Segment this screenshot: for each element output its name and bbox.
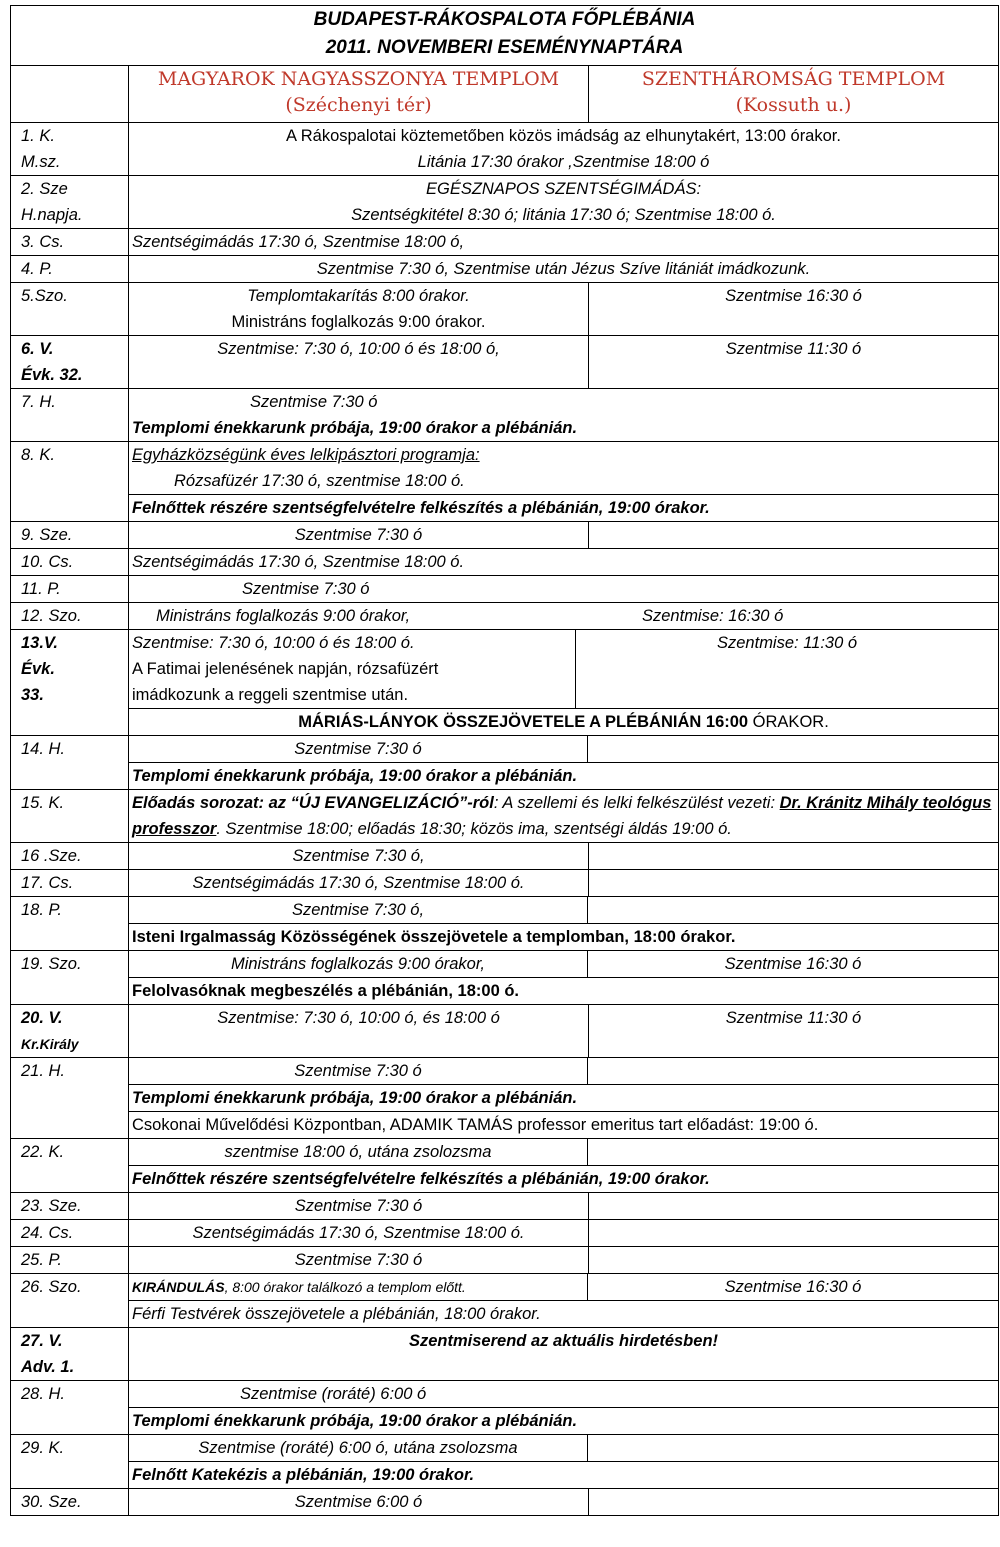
event-text: Csokonai Művelődési Központban, ADAMIK TAMÁS professor emeritus tart előadást: 19:00 ó. xyxy=(132,1116,819,1134)
event-text: Szentmiserend az aktuális hirdetésben! xyxy=(409,1332,719,1350)
day-row-14 xyxy=(11,736,999,790)
day-row-22 xyxy=(11,1139,999,1193)
day-label: 26. Szo. xyxy=(21,1278,82,1296)
day-label: 14. H. xyxy=(21,740,66,758)
day-label: 2. Sze xyxy=(21,180,68,198)
event-text: Templomtakarítás 8:00 órakor. xyxy=(247,287,470,305)
event-text: Szentmise 7:30 ó xyxy=(294,526,423,544)
event-text: ÓRAKOR. xyxy=(748,713,829,731)
day-row-29 xyxy=(11,1435,999,1489)
event-text: Rózsafüzér 17:30 ó, szentmise 18:00 ó. xyxy=(174,472,465,490)
day-label: 22. K. xyxy=(21,1143,65,1161)
day-row-18 xyxy=(11,897,999,951)
event-text: Szentmise 7:30 ó xyxy=(294,1062,422,1080)
day-note: 33. xyxy=(21,686,44,704)
day-label: 23. Sze. xyxy=(21,1197,82,1215)
event-text: Ministráns foglalkozás 9:00 órakor, xyxy=(230,955,486,973)
event-text: Felnőttek részére szentségfelvételre felkészítés a plébánián, 19:00 órakor. xyxy=(132,499,710,517)
day-row-30 xyxy=(11,1489,999,1516)
day-row-27 xyxy=(11,1328,999,1381)
day-label: 9. Sze. xyxy=(21,526,73,544)
day-label: 5.Szo. xyxy=(21,287,68,305)
event-text: Szentségimádás 17:30 ó, Szentmise 18:00 ó. xyxy=(132,553,465,571)
church-b-header xyxy=(589,66,999,123)
title-line-2: 2011. NOVEMBERI ESEMÉNYNAPTÁRA xyxy=(325,37,684,58)
day-row-5 xyxy=(11,283,999,336)
event-text: Felnőttek részére szentségfelvételre felkészítés a plébánián, 19:00 órakor. xyxy=(132,1170,710,1188)
day-note: Évk. xyxy=(21,660,55,678)
event-text: Templomi énekkarunk próbája, 19:00 órakor a plébánián. xyxy=(132,419,578,437)
day-row-3 xyxy=(11,229,999,256)
day-label: 11. P. xyxy=(21,580,61,598)
event-text: Ministráns foglalkozás 9:00 órakor, xyxy=(156,607,411,625)
event-text: Templomi énekkarunk próbája, 19:00 órakor a plébánián. xyxy=(132,1412,578,1430)
header-empty-cell xyxy=(11,66,129,123)
event-text: Litánia 17:30 órakor ,Szentmise 18:00 ó xyxy=(417,153,710,171)
day-row-15 xyxy=(11,790,999,843)
day-row-7 xyxy=(11,389,999,442)
day-label: 8. K. xyxy=(21,446,55,464)
day-label: 4. P. xyxy=(21,260,53,278)
event-text: Szentmise 11:30 ó xyxy=(725,1009,862,1027)
day-label: 18. P. xyxy=(21,901,62,919)
church-a-place: (Széchenyi tér) xyxy=(285,94,432,116)
event-text: Szentségimádás 17:30 ó, Szentmise 18:00 ó, xyxy=(132,233,465,251)
day-label: 15. K. xyxy=(21,794,65,812)
event-text: Felnőtt Katekézis a plébánián, 19:00 órakor. xyxy=(132,1466,475,1484)
day-row-23 xyxy=(11,1193,999,1220)
day-row-4 xyxy=(11,256,999,283)
day-label: 30. Sze. xyxy=(21,1493,82,1511)
day-row-24 xyxy=(11,1220,999,1247)
event-text: Templomi énekkarunk próbája, 19:00 órakor a plébánián. xyxy=(132,1089,578,1107)
day-label: 10. Cs. xyxy=(21,553,74,571)
day-row-17 xyxy=(11,870,999,897)
event-text: Szentmise 7:30 ó xyxy=(294,1197,423,1215)
day-label: 27. V. xyxy=(21,1332,63,1350)
event-text: Szentmise (roráté) 6:00 ó xyxy=(240,1385,427,1403)
event-text: Szentmise 11:30 ó xyxy=(725,340,862,358)
event-text: Szentmise 7:30 ó, Szentmise után Jézus Szíve litániát imádkozunk. xyxy=(316,260,811,278)
day-label: 28. H. xyxy=(21,1385,66,1403)
event-text: Szentmise 7:30 ó xyxy=(250,393,378,411)
day-row-19 xyxy=(11,951,999,1005)
day-label: 29. K. xyxy=(21,1439,65,1457)
day-label: 25. P. xyxy=(21,1251,62,1269)
event-text: A Rákospalotai köztemetőben közös imádság az elhunytakért, 13:00 órakor. xyxy=(286,127,841,145)
day-row-1 xyxy=(11,123,999,176)
day-row-26 xyxy=(11,1274,999,1328)
day-row-16 xyxy=(11,843,999,870)
lecture-series-text xyxy=(132,790,995,842)
day-note: Kr.Király xyxy=(21,1036,79,1052)
day-label: 7. H. xyxy=(21,393,56,411)
day-label: 24. Cs. xyxy=(21,1224,74,1242)
event-text: Szentmise: 16:30 ó xyxy=(642,607,784,625)
day-note: H.napja. xyxy=(21,206,83,224)
day-row-8 xyxy=(11,442,999,522)
event-text: Szentmise 16:30 ó xyxy=(724,1278,862,1296)
day-note: Évk. 32. xyxy=(21,366,83,384)
event-text: : A szellemi és lelki felkészülést vezeti: xyxy=(493,794,780,812)
day-row-13 xyxy=(11,630,999,736)
day-note: M.sz. xyxy=(21,153,61,171)
church-a-header xyxy=(129,66,589,123)
event-text: Szentmise 7:30 ó, xyxy=(292,847,425,865)
day-note: Adv. 1. xyxy=(21,1358,75,1376)
day-label: 16 .Sze. xyxy=(21,847,82,865)
event-text: szentmise 18:00 ó, utána zsolozsma xyxy=(224,1143,492,1161)
event-text: Férfi Testvérek összejövetele a plébánián, 18:00 órakor. xyxy=(132,1305,541,1323)
day-row-12 xyxy=(11,603,999,630)
event-text: Szentségimádás 17:30 ó, Szentmise 18:00 ó. xyxy=(192,874,525,892)
title-line-1: BUDAPEST-RÁKOSPALOTA FŐPLÉBÁNIA xyxy=(313,9,696,30)
day-row-2 xyxy=(11,176,999,229)
event-text: Felolvasóknak megbeszélés a plébánián, 18:00 ó. xyxy=(132,982,520,1000)
event-text: Templomi énekkarunk próbája, 19:00 órakor a plébánián. xyxy=(132,767,578,785)
church-b-name: SZENTHÁROMSÁG TEMPLOM xyxy=(641,68,946,90)
event-text: Szentmise 7:30 ó xyxy=(242,580,370,598)
event-text: Előadás sorozat: az “ÚJ EVANGELIZÁCIÓ”-ról xyxy=(132,794,494,812)
day-label: 20. V. xyxy=(21,1009,63,1027)
event-text: Ministráns foglalkozás 9:00 órakor. xyxy=(231,313,486,331)
event-text: Szentségkitétel 8:30 ó; litánia 17:30 ó; Szentmise 18:00 ó. xyxy=(351,206,776,224)
calendar-title xyxy=(11,6,999,66)
speaker-name: Dr. Kránitz Mihály teológus professzor xyxy=(132,794,992,838)
event-text: Szentmise 16:30 ó xyxy=(725,287,862,305)
day-row-10 xyxy=(11,549,999,576)
event-text: Egyházközségünk éves lelkipásztori programja: xyxy=(132,446,480,464)
event-text: Szentmise: 7:30 ó, 10:00 ó és 18:00 ó, xyxy=(217,340,500,358)
day-row-11 xyxy=(11,576,999,603)
event-text: MÁRIÁS-LÁNYOK ÖSSZEJÖVETELE A PLÉBÁNIÁN 16:00 xyxy=(298,713,749,731)
event-text: Isteni Irgalmasság Közösségének összejövetele a templomban, 18:00 órakor. xyxy=(132,928,736,946)
church-b-place: (Kossuth u.) xyxy=(735,94,852,116)
event-text: Szentmise: 7:30 ó, 10:00 ó, és 18:00 ó xyxy=(217,1009,500,1027)
day-row-21 xyxy=(11,1058,999,1139)
day-label: 19. Szo. xyxy=(21,955,82,973)
event-text: Szentmise 7:30 ó xyxy=(294,1251,423,1269)
day-label: 12. Szo. xyxy=(21,607,82,625)
day-row-6 xyxy=(11,336,999,389)
day-row-28 xyxy=(11,1381,999,1435)
day-row-9 xyxy=(11,522,999,549)
day-label: 13.V. xyxy=(21,634,59,652)
day-row-25 xyxy=(11,1247,999,1274)
event-text: KIRÁNDULÁS xyxy=(132,1279,225,1295)
event-text: Szentmise 7:30 ó, xyxy=(291,901,425,919)
event-text: EGÉSZNAPOS SZENTSÉGIMÁDÁS: xyxy=(425,180,702,198)
event-text: Szentségimádás 17:30 ó, Szentmise 18:00 ó. xyxy=(192,1224,525,1242)
events-calendar-table xyxy=(10,5,999,1516)
event-text: , 8:00 órakor találkozó a templom előtt. xyxy=(224,1279,466,1295)
day-label: 3. Cs. xyxy=(21,233,65,251)
event-text: Szentmise (roráté) 6:00 ó, utána zsolozsma xyxy=(198,1439,518,1457)
event-text: Szentmise 16:30 ó xyxy=(724,955,862,973)
event-text: imádkozunk a reggeli szentmise után. xyxy=(132,686,409,704)
event-text: . Szentmise 18:00; előadás 18:30; közös ima, szentségi áldás 19:00 ó. xyxy=(216,820,732,838)
event-text: Szentmise: 7:30 ó, 10:00 ó és 18:00 ó. xyxy=(132,634,415,652)
day-label: 6. V. xyxy=(21,340,54,358)
event-text: Szentmise 6:00 ó xyxy=(294,1493,423,1511)
day-row-20 xyxy=(11,1005,999,1058)
church-a-name: MAGYAROK NAGYASSZONYA TEMPLOM xyxy=(157,68,560,90)
day-label: 1. K. xyxy=(21,127,55,145)
event-text: A Fatimai jelenésének napján, rózsafüzért xyxy=(132,660,439,678)
event-text: Szentmise: 11:30 ó xyxy=(717,634,858,652)
event-text: Szentmise 7:30 ó xyxy=(294,740,422,758)
day-label: 21. H. xyxy=(21,1062,66,1080)
day-label: 17. Cs. xyxy=(21,874,74,892)
